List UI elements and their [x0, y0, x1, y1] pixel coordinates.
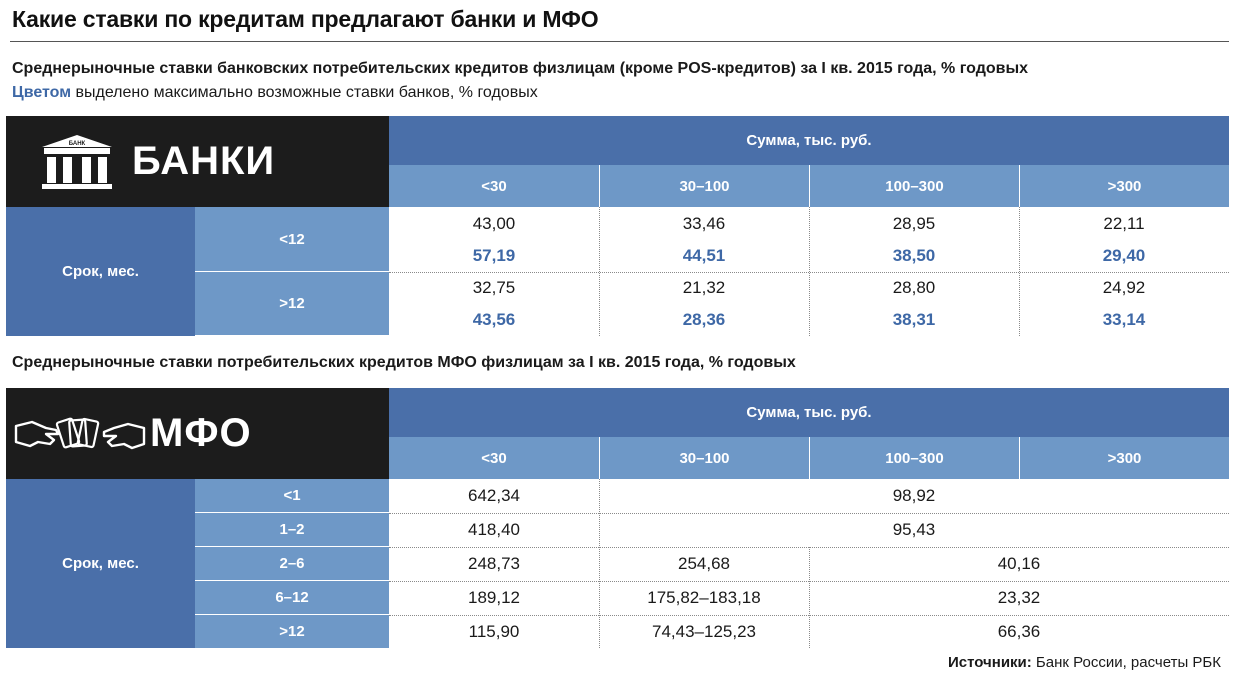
mfo-amount-header: Сумма, тыс. руб.: [389, 388, 1229, 437]
banks-table: [6, 116, 1229, 336]
mfo-cell: 418,40: [468, 520, 520, 539]
banks-note-text: выделено максимально возможные ставки банков, % годовых: [71, 84, 538, 101]
banks-col-header: >300: [1019, 165, 1229, 207]
mfo-cell-merged: 95,43: [892, 520, 936, 539]
source-text: Банк России, расчеты РБК: [1031, 654, 1221, 671]
mfo-cell: 175,82–183,18: [647, 588, 761, 607]
mfo-table: [6, 388, 1229, 648]
mfo-col-header: 100–300: [809, 437, 1019, 479]
banks-row-label: <12: [195, 207, 389, 272]
banks-max-rate: 33,14: [1102, 310, 1146, 329]
banks-col-divider: [599, 207, 600, 336]
banks-max-rate: 43,56: [472, 310, 516, 329]
banks-cell: [599, 207, 809, 272]
banks-col-header: <30: [389, 165, 599, 207]
source-note: [948, 654, 1221, 671]
banks-column-headers: [389, 165, 1229, 207]
mfo-col-divider: [599, 479, 600, 648]
banks-avg-rate: 28,80: [892, 278, 936, 297]
banks-avg-rate: 28,95: [892, 213, 936, 233]
banks-avg-rate: 32,75: [472, 278, 516, 297]
mfo-cell: 189,12: [468, 588, 520, 607]
banks-subtitle: Среднерыночные ставки банковских потребительских кредитов физлицам (кроме POS-кредитов) за I кв. 2015 года, % годовых: [12, 60, 1029, 77]
mfo-col-header: >300: [1019, 437, 1229, 479]
banks-cell: [1019, 272, 1229, 336]
banks-row-label: >12: [195, 272, 389, 336]
page-title: Какие ставки по кредитам предлагают банки и МФО: [12, 6, 599, 32]
source-label: Источники:: [947, 654, 1032, 671]
mfo-cell: 248,73: [468, 554, 520, 573]
mfo-col-header: 30–100: [599, 437, 809, 479]
mfo-cell: 254,68: [678, 554, 730, 573]
mfo-row-label: 1–2: [195, 513, 389, 547]
mfo-row-label: 2–6: [195, 547, 389, 581]
banks-note-accent: Цветом: [12, 84, 72, 101]
banks-max-rate: 57,19: [472, 245, 516, 265]
mfo-cell-merged: 23,32: [997, 588, 1041, 607]
banks-term-label: Срок, мес.: [6, 207, 195, 336]
mfo-row-divider: [389, 513, 1229, 514]
mfo-cell: 642,34: [468, 486, 520, 505]
banks-avg-rate: 33,46: [682, 213, 726, 233]
mfo-cell: 74,43–125,23: [652, 621, 756, 641]
banks-avg-rate: 24,92: [1102, 278, 1146, 297]
mfo-row-label: <1: [195, 479, 389, 513]
banks-col-header: 30–100: [599, 165, 809, 207]
banks-amount-header: Сумма, тыс. руб.: [389, 116, 1229, 165]
mfo-col-divider: [809, 547, 810, 648]
banks-col-header: 100–300: [809, 165, 1019, 207]
banks-col-divider: [809, 207, 810, 336]
mfo-logo-block: [6, 388, 389, 479]
banks-avg-rate: 21,32: [682, 278, 726, 297]
banks-cell: [389, 207, 599, 272]
banks-cell: [389, 272, 599, 336]
banks-note: [12, 84, 538, 102]
banks-max-rate: 28,36: [682, 310, 726, 329]
mfo-logo-label: МФО: [150, 411, 252, 455]
title-rule: [10, 41, 1229, 42]
mfo-row-label: >12: [195, 615, 389, 648]
banks-max-rate: 38,50: [892, 245, 936, 265]
banks-max-rate: 38,31: [892, 310, 936, 329]
mfo-cell-merged: 40,16: [997, 554, 1041, 573]
mfo-col-header: <30: [389, 437, 599, 479]
mfo-cell-merged: 98,92: [892, 486, 936, 505]
banks-logo-block: [6, 116, 389, 207]
hands-with-money-icon: [12, 406, 148, 462]
mfo-cell-merged: 66,36: [997, 621, 1041, 641]
banks-max-rate: 44,51: [682, 245, 726, 265]
banks-cell: [599, 272, 809, 336]
banks-cell: [809, 207, 1019, 272]
banks-cell: [809, 272, 1019, 336]
banks-avg-rate: 43,00: [472, 213, 516, 233]
mfo-column-headers: [389, 437, 1229, 479]
mfo-row-label: 6–12: [195, 581, 389, 615]
banks-avg-rate: 22,11: [1103, 213, 1145, 233]
banks-max-rate: 29,40: [1102, 245, 1146, 265]
mfo-subtitle: Среднерыночные ставки потребительских кредитов МФО физлицам за I кв. 2015 года, % годовых: [12, 354, 796, 371]
mfo-cell: 115,90: [468, 621, 520, 641]
bank-building-icon: [38, 133, 116, 191]
banks-cell: [1019, 207, 1229, 272]
bank-sign-text: БАНК: [68, 140, 86, 147]
mfo-term-label: Срок, мес.: [6, 479, 195, 648]
banks-col-divider: [1019, 207, 1020, 336]
banks-logo-label: БАНКИ: [132, 139, 276, 183]
